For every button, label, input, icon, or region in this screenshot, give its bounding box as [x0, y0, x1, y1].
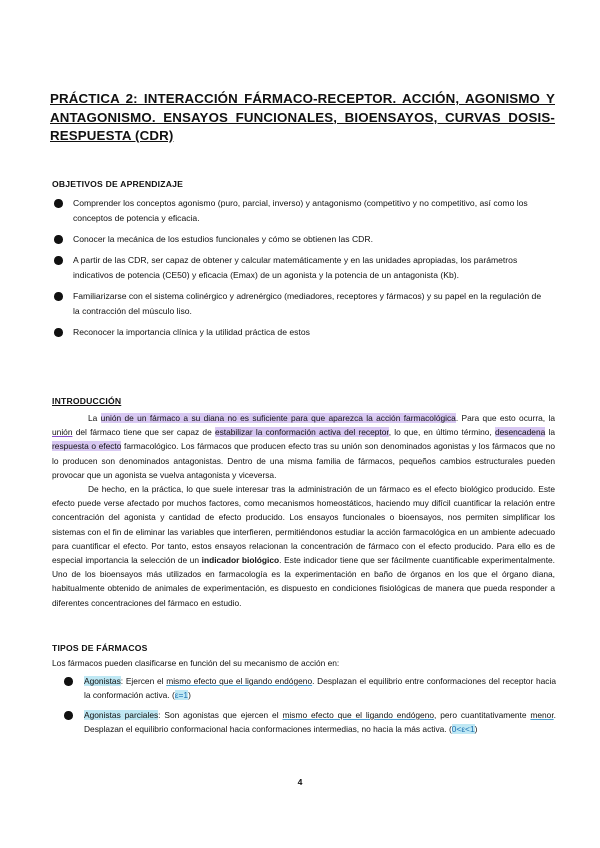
bold-text: indicador biológico — [201, 555, 280, 566]
list-item-text: Conocer la mecánica de los estudios funcionales y cómo se obtienen las CDR. — [73, 234, 373, 244]
underlined-text: mismo efecto que el ligando endógeno — [282, 710, 435, 720]
equation-text: 0<ε<1 — [451, 724, 475, 734]
drug-types-heading: TIPOS DE FÁRMACOS — [52, 643, 148, 653]
bullet-icon — [54, 292, 63, 301]
text-run: De hecho, en la práctica, lo que suele interesar tras la administración de un fármaco es el efecto biológico producido. Este efecto puede verse afectado por muchos factores, como mecanismos homeostáticos, haciendo muy difícil cuantificar la relación entre concentración del agonista y cantidad de efecto producido. Los ensayos funcionales o bioensayos, nos permiten simplificar los sistemas con el fin de eliminar las variables que interfieren, permitiéndonos estudiar la acción farmacológica en un ambiente adecuado para cuantificar el efecto. Por tanto, estos ensayos relacionan la concentración de fármaco con el efecto producido. Para ello es de especial importancia la selección de un — [52, 484, 555, 566]
page-title: PRÁCTICA 2: INTERACCIÓN FÁRMACO-RECEPTOR. ACCIÓN, AGONISMO Y ANTAGONISMO. ENSAYOS FUNCIONALES, BIOENSAYOS, CURVAS DOSIS-RESPUESTA (CDR) — [50, 91, 555, 143]
text-run: : Son agonistas que ejercen el — [158, 710, 283, 720]
text-run: . Para que esto ocurra, la — [455, 413, 555, 423]
bullet-icon — [54, 235, 63, 244]
list-item — [50, 289, 550, 319]
bullet-icon — [64, 711, 73, 720]
text-run: , pero cuantitativamente — [434, 710, 531, 720]
text-run: . Desplazan el equilibrio conformacional hacia conformaciones intermedias, no hacia la más activa. ( — [84, 710, 556, 734]
text-run: farmacológico. Los fármacos que producen efecto tras su unión son denominados agonistas y los fármacos que no lo producen son denominados antagonistas. Dentro de una misma familia de fármacos, pequeños cambios estructurales pueden provocar que un agonista se vuelva antagonista y viceversa. — [52, 441, 555, 480]
list-item-text: Comprender los conceptos agonismo (puro, parcial, inverso) y antagonismo (competitivo y no competitivo, así como los conceptos de potencia y eficacia. — [73, 198, 528, 223]
text-run: . Este indicador tiene que ser fácilmente cuantificable experimentalmente. Uno de los bioensayos más utilizados en farmacología es la experimentación en baño de órganos en los que el órgano diana, habitualmente obtenido de animales de experimentación, es dispuesto en condiciones fisiológicas de manera que pueda responder a diferentes concentraciones del fármaco en estudio. — [52, 555, 556, 608]
list-item — [60, 708, 556, 736]
list-item — [50, 325, 550, 340]
drug-types-list — [60, 674, 556, 736]
objectives-list — [50, 196, 550, 340]
introduction-body — [52, 411, 555, 610]
text-run: : Ejercen el — [120, 676, 167, 686]
text-run: ) — [474, 724, 478, 734]
bullet-icon — [54, 256, 63, 265]
term-text: Agonistas parciales — [84, 710, 159, 720]
highlighted-text: estabilizar la conformación activa del receptor — [214, 427, 389, 438]
list-item-text: Familiarizarse con el sistema colinérgico y adrenérgico (mediadores, receptores y fármacos) y su papel en la regulación de la contracción del músculo liso. — [73, 291, 542, 316]
page-number: 4 — [297, 777, 303, 787]
highlighted-text: unión de un fármaco a su diana no es suficiente para que aparezca la acción farmacológica — [100, 413, 456, 423]
bullet-icon — [64, 677, 73, 686]
list-item — [50, 196, 550, 226]
list-item — [50, 253, 550, 283]
list-item-text: A partir de las CDR, ser capaz de obtener y calcular matemáticamente y en las unidades apropiadas, los parámetros indicativos de potencia (CE50) y eficacia (Emax) de un agonista y la potencia de un antagonista (Kb). — [73, 255, 518, 280]
intro-paragraph — [52, 411, 555, 482]
introduction-heading: INTRODUCCIÓN — [52, 396, 122, 406]
list-item — [50, 232, 550, 247]
objectives-heading: OBJETIVOS DE APRENDIZAJE — [52, 179, 184, 189]
bullet-icon — [54, 328, 63, 337]
underlined-text: unión — [52, 427, 73, 438]
bullet-icon — [54, 199, 63, 208]
term-text: Agonistas — [84, 676, 121, 686]
intro-paragraph — [52, 482, 555, 610]
text-run: del fármaco tiene que ser capaz de — [72, 427, 215, 438]
text-run: la — [545, 427, 555, 438]
drug-types-intro: Los fármacos pueden clasificarse en función del su mecanismo de acción en: — [52, 658, 340, 668]
list-item-text: Reconocer la importancia clínica y la utilidad práctica de estos — [73, 327, 310, 337]
highlighted-text: desencadena — [494, 427, 546, 438]
text-run: . Desplazan el equilibrio entre conformaciones del receptor hacia la conformación activa. ( — [84, 676, 557, 700]
underlined-text: mismo efecto que el ligando endógeno — [166, 676, 313, 686]
text-run: La — [88, 413, 101, 423]
underlined-text: menor — [530, 710, 554, 720]
list-item — [60, 674, 556, 702]
equation-text: ε=1 — [174, 690, 189, 700]
text-run: ) — [188, 690, 191, 700]
highlighted-text: respuesta o efecto — [52, 441, 122, 452]
text-run: , lo que, en último término, — [388, 427, 495, 438]
